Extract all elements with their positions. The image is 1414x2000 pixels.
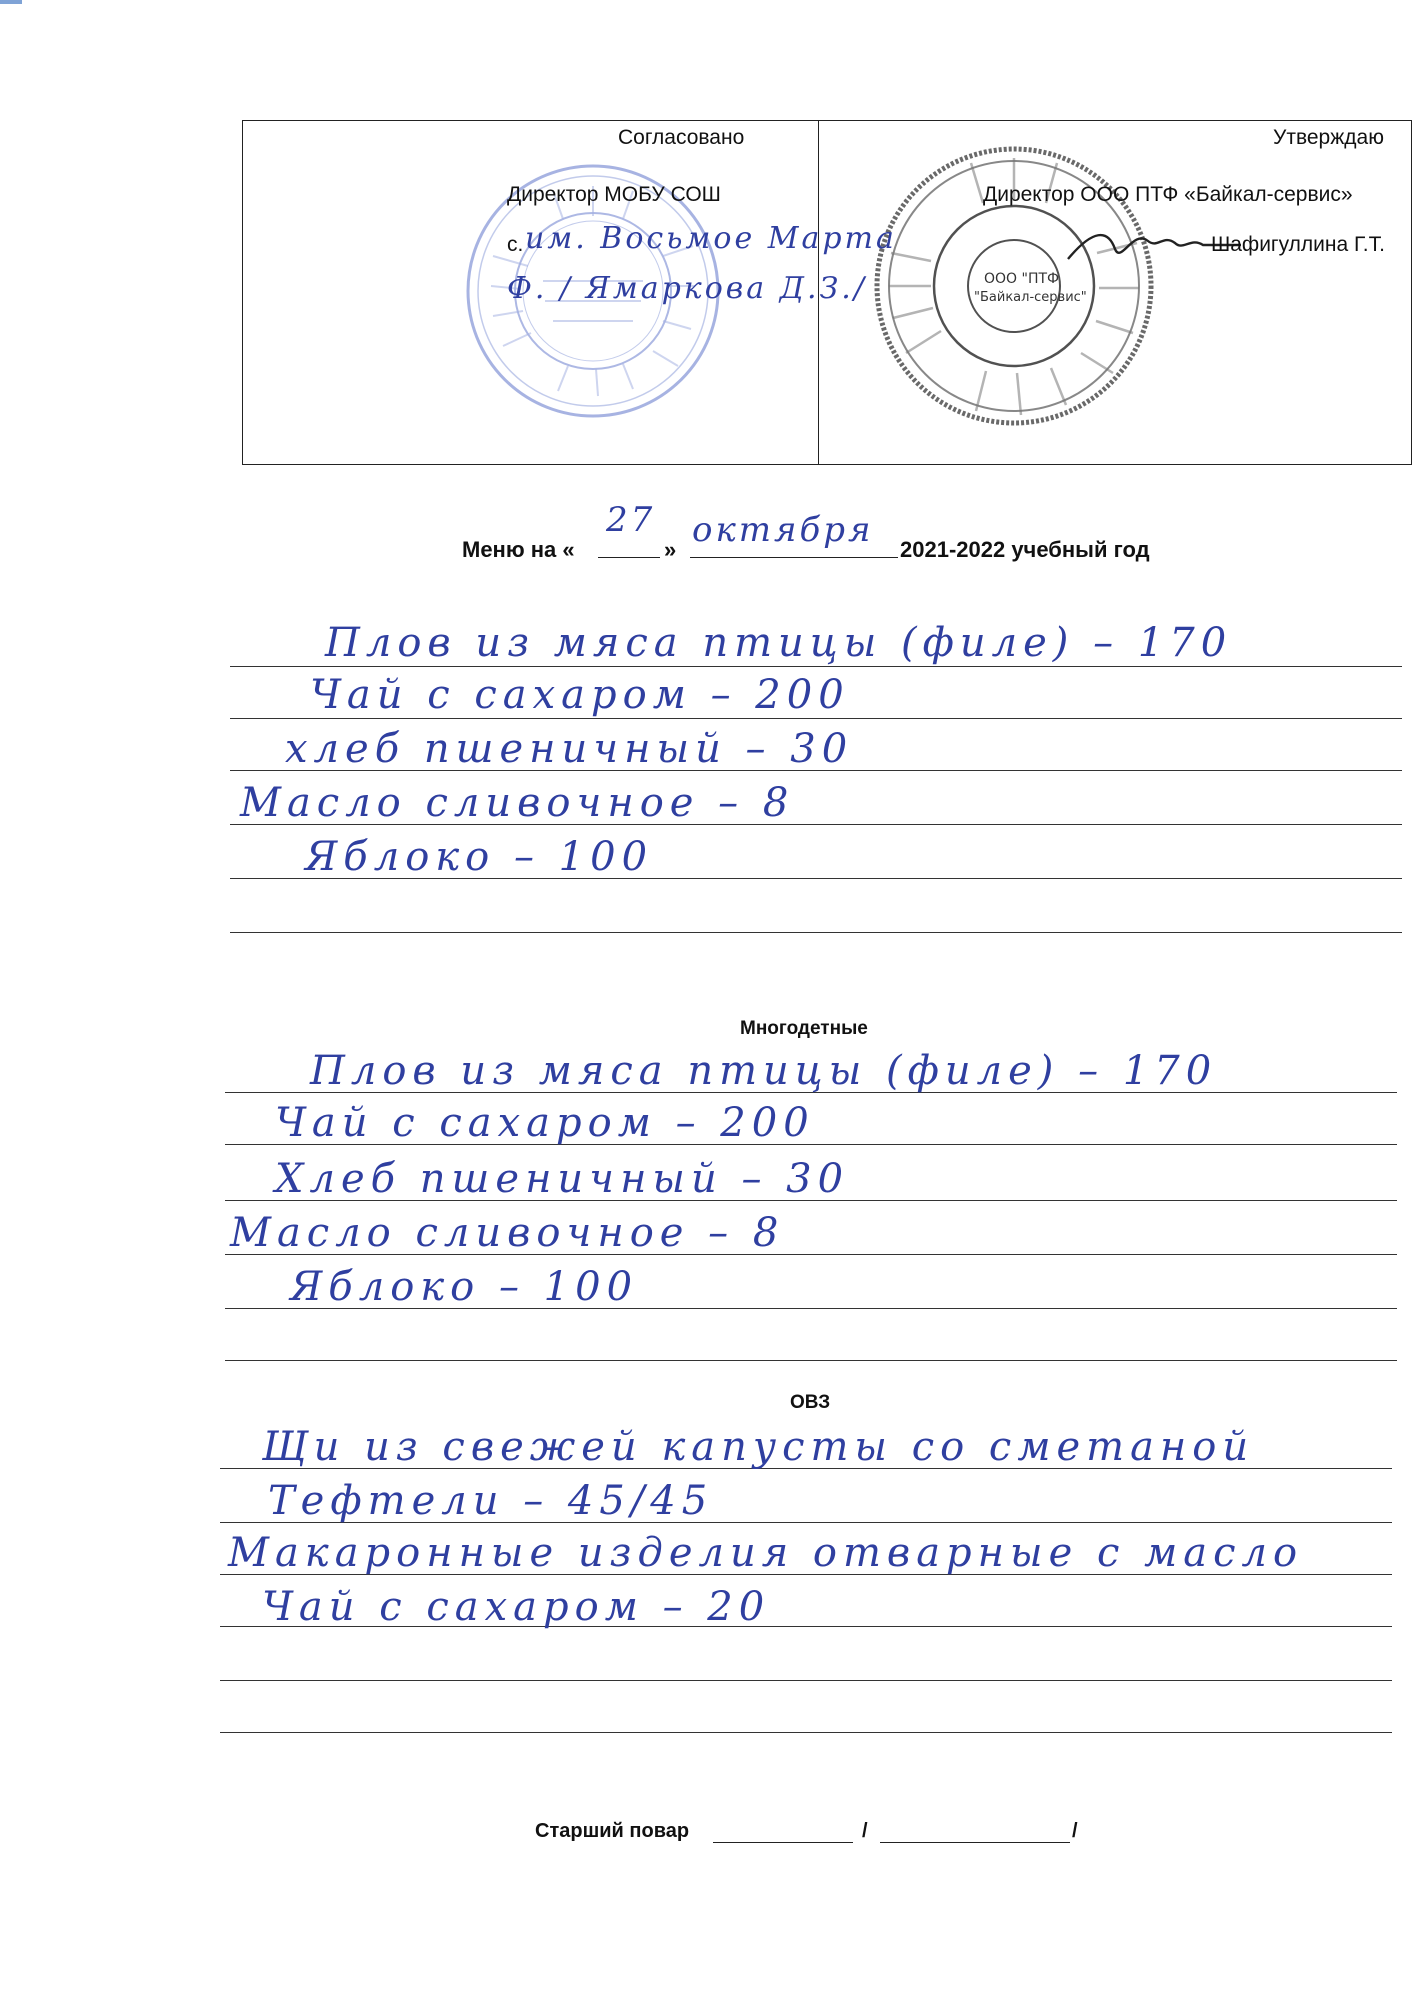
ruled-line [220,1680,1392,1681]
village-prefix: с. [507,233,524,256]
menu-item: Плов из мяса птицы (филе) – 170 [310,1048,1218,1094]
approval-header-box [242,120,1412,465]
scan-corner-mark [0,0,22,4]
left-signature-handwritten: Ф. / Ямаркова Д.З./ [507,271,867,306]
right-director-name: Шафигуллина Г.Т. [1211,233,1385,256]
menu-item: Щи из свежей капусты со сметаной [262,1424,1255,1470]
ruled-line [220,1732,1392,1733]
footer-separator: / [862,1820,868,1842]
menu-item: Чай с сахаром – 200 [275,1100,815,1146]
menu-day-handwritten: 27 [606,500,656,540]
svg-text:"Байкал-сервис": "Байкал-сервис" [974,290,1087,305]
senior-cook-label: Старший повар [535,1820,690,1842]
ovz-title: ОВЗ [790,1392,831,1413]
menu-item: Тефтели – 45/45 [268,1478,714,1524]
menu-item: хлеб пшеничный – 30 [285,726,854,772]
menu-item: Чай с сахаром – 200 [310,672,850,718]
menu-item: Масло сливочное – 8 [230,1210,785,1256]
ruled-line [230,718,1402,719]
menu-item: Чай с сахаром – 20 [262,1584,771,1630]
menu-item: Хлеб пшеничный – 30 [275,1156,850,1202]
menu-item: Плов из мяса птицы (филе) – 170 [325,620,1233,666]
right-director-position: Директор ООО ПТФ «Байкал-сервис» [983,183,1353,206]
village-handwritten: им. Восьмое Марта [525,221,897,256]
menu-item: Макаронные изделия отварные с масло [228,1530,1304,1576]
large-families-title: Многодетные [740,1018,868,1039]
left-director-position: Директор МОБУ СОШ [507,183,721,206]
ruled-line [225,1360,1397,1361]
footer-end-slash: / [1072,1820,1078,1842]
svg-text:ООО "ПТФ: ООО "ПТФ [984,271,1060,287]
menu-item: Яблоко – 100 [305,834,654,880]
menu-item: Яблоко – 100 [290,1264,639,1310]
cook-signature-blank [713,1820,853,1843]
school-year-label: 2021-2022 учебный год [900,537,1150,562]
menu-item: Масло сливочное – 8 [240,780,795,826]
approved-agreed-label: Согласовано [618,126,745,149]
ruled-line [230,932,1402,933]
cook-name-blank [880,1820,1070,1843]
ruled-line [230,666,1402,667]
menu-month-handwritten: октября [692,510,874,550]
approve-label: Утверждаю [1273,126,1384,149]
menu-title-prefix: Меню на « [462,537,575,562]
menu-title-close-quote: » [664,537,677,562]
